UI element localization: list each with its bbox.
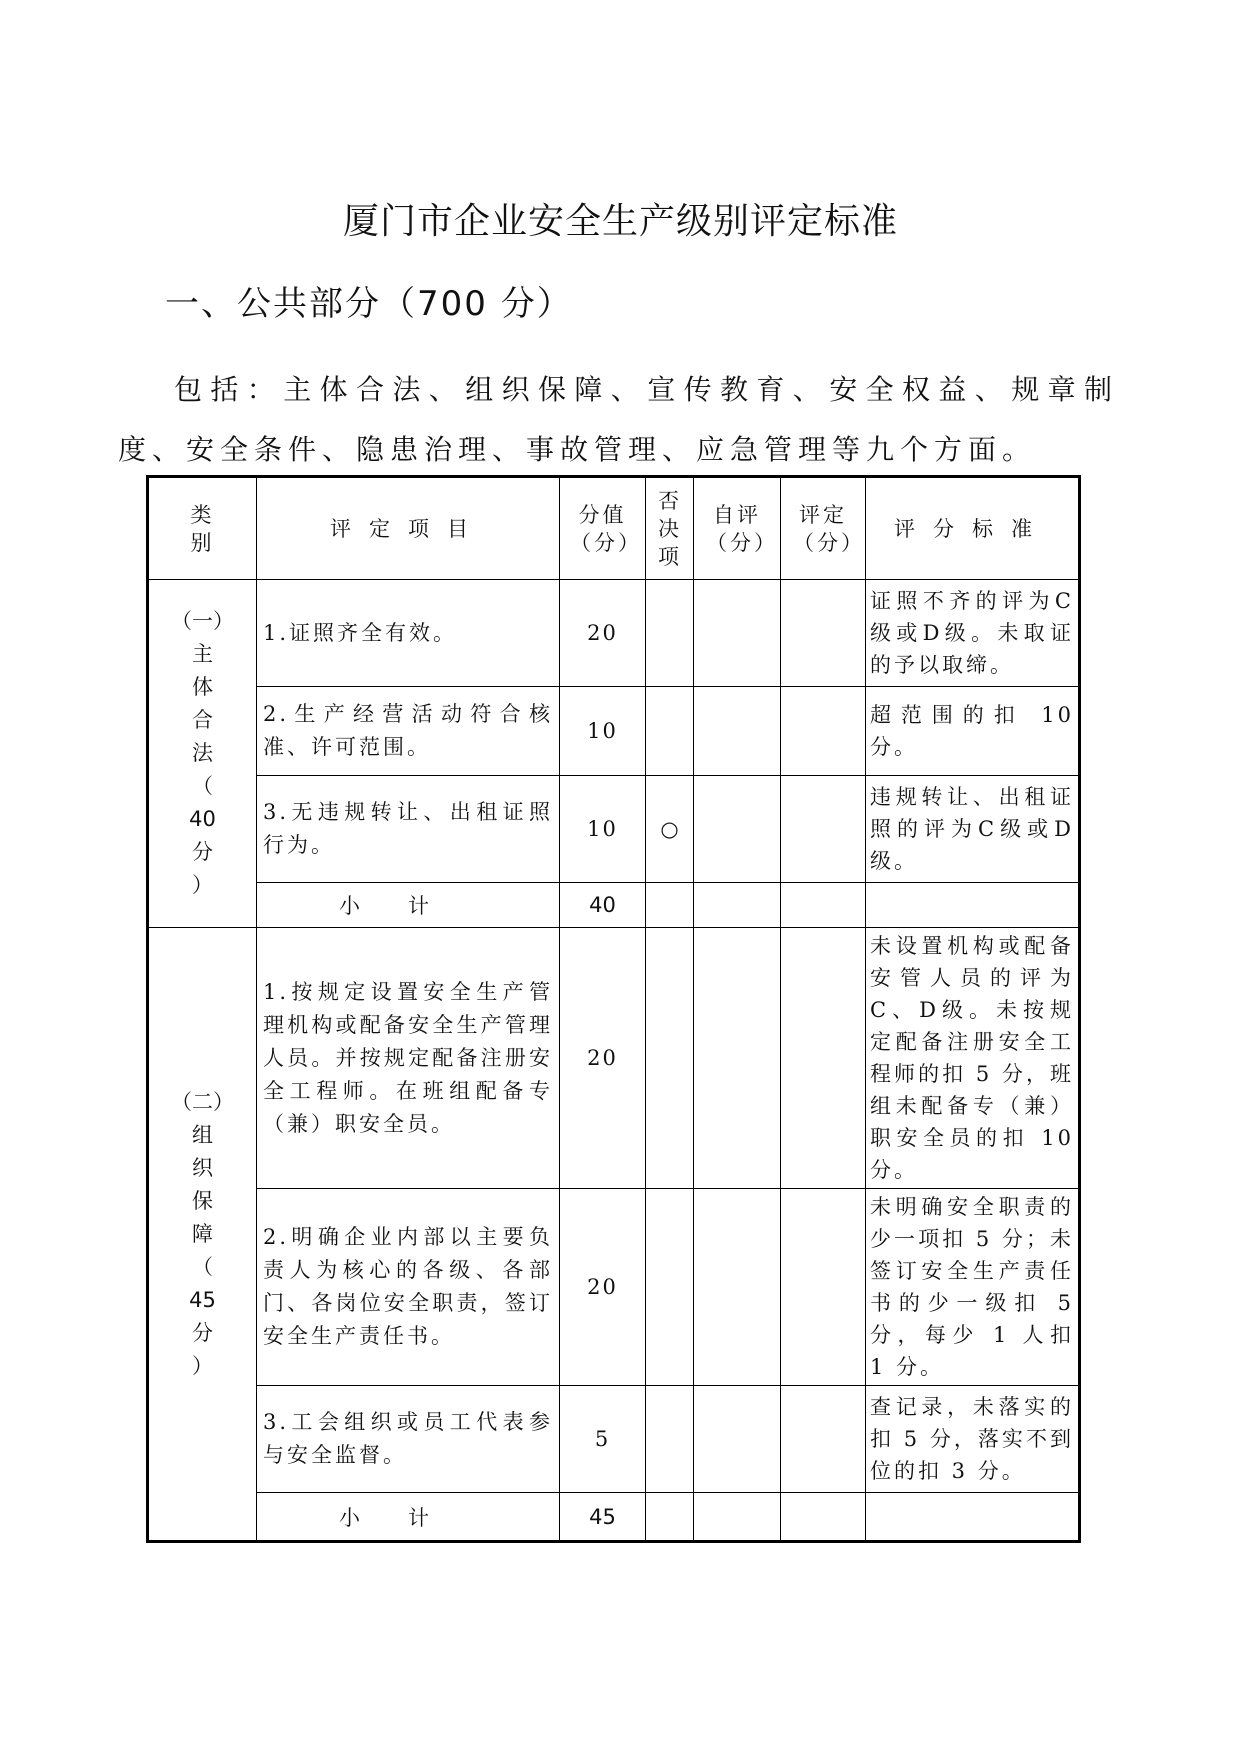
header-criteria: 评分标准: [866, 477, 1080, 580]
subtotal-row: [148, 883, 1080, 928]
header-item: 评定项目: [257, 477, 560, 580]
header-self-eval: 自评（分）: [694, 477, 781, 580]
self-eval-cell[interactable]: [694, 776, 781, 883]
veto-cell: ○: [646, 776, 694, 883]
table-row: [148, 1189, 1080, 1386]
score-cell: 20: [560, 928, 646, 1189]
item-cell: 1.证照齐全有效。: [257, 580, 560, 687]
criteria-cell: 未明确安全职责的少一项扣 5 分；未签订安全生产责任书的少一级扣 5 分，每少 1 人扣 1 分。: [866, 1189, 1080, 1386]
subtotal-label: 小计: [257, 883, 560, 928]
header-eval: 评定（分）: [781, 477, 866, 580]
self-eval-cell[interactable]: [694, 1493, 781, 1542]
header-score: 分值（分）: [560, 477, 646, 580]
category-char: 合: [192, 708, 213, 732]
item-cell: 3.无违规转让、出租证照行为。: [257, 776, 560, 883]
self-eval-cell[interactable]: [694, 1386, 781, 1493]
eval-cell[interactable]: [781, 1493, 866, 1542]
self-eval-cell[interactable]: [694, 687, 781, 776]
header-veto: 否决项: [646, 477, 694, 580]
category-char: 体: [192, 675, 213, 699]
subtotal-row: [148, 1493, 1080, 1542]
score-cell: 5: [560, 1386, 646, 1493]
criteria-cell: [866, 883, 1080, 928]
eval-cell[interactable]: [781, 687, 866, 776]
category-char: 障: [192, 1221, 213, 1246]
category-char: 保: [192, 1188, 213, 1213]
category-cell: [148, 580, 257, 928]
item-cell: 2.生产经营活动符合核准、许可范围。: [257, 687, 560, 776]
category-char: 40: [189, 807, 216, 831]
item-cell: 2.明确企业内部以主要负责人为核心的各级、各部门、各岗位安全职责，签订安全生产责任书。: [257, 1189, 560, 1386]
veto-cell: [646, 580, 694, 687]
item-cell: 3.工会组织或员工代表参与安全监督。: [257, 1386, 560, 1493]
criteria-cell: [866, 1493, 1080, 1542]
criteria-cell: 超范围的扣 10 分。: [866, 687, 1080, 776]
table-row: [148, 928, 1080, 1189]
category-char: 分: [192, 1320, 213, 1345]
score-cell: 20: [560, 580, 646, 687]
criteria-cell: 查记录，未落实的扣 5 分，落实不到位的扣 3 分。: [866, 1386, 1080, 1493]
category-char: 主: [192, 642, 213, 666]
veto-cell: [646, 1493, 694, 1542]
veto-cell: [646, 687, 694, 776]
veto-cell: [646, 1189, 694, 1386]
self-eval-cell[interactable]: [694, 883, 781, 928]
subtotal-value: 45: [560, 1493, 646, 1542]
eval-cell[interactable]: [781, 580, 866, 687]
eval-cell[interactable]: [781, 1386, 866, 1493]
score-cell: 20: [560, 1189, 646, 1386]
category-char: （: [192, 774, 213, 798]
category-char: 法: [192, 741, 213, 765]
table-row: [148, 776, 1080, 883]
self-eval-cell[interactable]: [694, 1189, 781, 1386]
category-char: ）: [192, 873, 213, 897]
category-char: 组: [192, 1122, 213, 1147]
table-header-row: [148, 477, 1080, 580]
category-char: （一）: [171, 609, 234, 633]
item-cell: 1.按规定设置安全生产管理机构或配备安全生产管理人员。并按规定配备注册安全工程师。在班组配备专（兼）职安全员。: [257, 928, 560, 1189]
eval-cell[interactable]: [781, 776, 866, 883]
header-category: 类别: [148, 477, 257, 580]
eval-cell[interactable]: [781, 1189, 866, 1386]
veto-cell: [646, 928, 694, 1189]
criteria-cell: 未设置机构或配备安管人员的评为C、D级。未按规定配备注册安全工程师的扣 5 分，班组未配备专（兼）职安全员的扣 10 分。: [866, 928, 1080, 1189]
score-cell: 10: [560, 776, 646, 883]
category-char: 分: [192, 840, 213, 864]
subtotal-label: 小计: [257, 1493, 560, 1542]
intro-paragraph: 包括：主体合法、组织保障、宣传教育、安全权益、规章制度、安全条件、隐患治理、事故管理、应急管理等九个方面。: [118, 373, 1118, 466]
category-cell: [148, 928, 257, 1542]
category-char: （: [192, 1254, 213, 1279]
criteria-cell: 违规转让、出租证照的评为C级或D级。: [866, 776, 1080, 883]
eval-cell[interactable]: [781, 928, 866, 1189]
self-eval-cell[interactable]: [694, 580, 781, 687]
scoring-table: [146, 475, 1081, 1543]
self-eval-cell[interactable]: [694, 928, 781, 1189]
category-char: ）: [192, 1353, 213, 1378]
category-char: 织: [192, 1155, 213, 1180]
category-char: 45: [189, 1287, 216, 1312]
veto-cell: [646, 883, 694, 928]
criteria-cell: 证照不齐的评为C级或D级。未取证的予以取缔。: [866, 580, 1080, 687]
document-title: 厦门市企业安全生产级别评定标准: [342, 201, 898, 242]
table-row: [148, 580, 1080, 687]
eval-cell[interactable]: [781, 883, 866, 928]
veto-cell: [646, 1386, 694, 1493]
table-row: [148, 687, 1080, 776]
score-cell: 10: [560, 687, 646, 776]
subtotal-value: 40: [560, 883, 646, 928]
section-heading: 一、公共部分（700 分）: [165, 284, 573, 324]
table-row: [148, 1386, 1080, 1493]
category-char: （二）: [171, 1089, 234, 1114]
